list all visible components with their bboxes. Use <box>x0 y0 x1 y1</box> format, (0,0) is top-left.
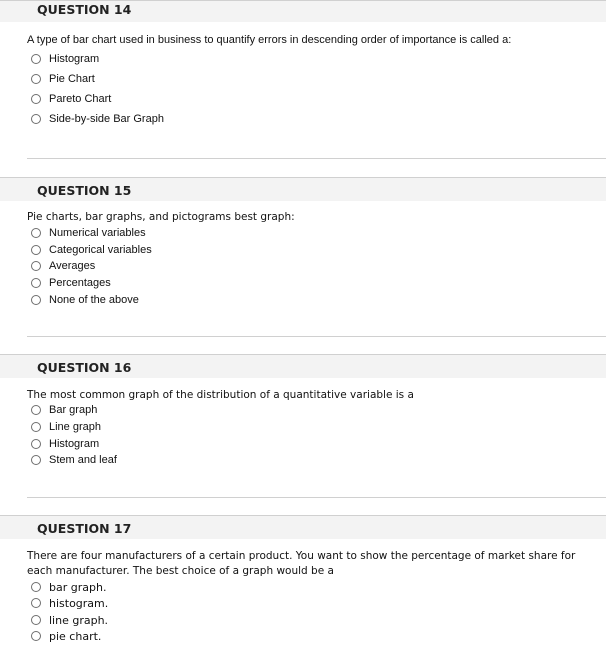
option-label: Percentages <box>49 277 111 289</box>
option-label: Stem and leaf <box>49 454 117 466</box>
radio-button[interactable] <box>31 455 41 465</box>
option-label: bar graph. <box>49 580 107 594</box>
option-label: line graph. <box>49 613 109 627</box>
question-15-option-none[interactable] <box>31 292 139 308</box>
option-label: Pie Chart <box>49 73 95 85</box>
option-label: Side-by-side Bar Graph <box>49 113 164 125</box>
question-14-text: A type of bar chart used in business to quantify errors in descending order of importance is called a: <box>27 34 512 46</box>
question-16-option-line-graph[interactable] <box>31 419 101 435</box>
question-17-title: QUESTION 17 <box>37 521 132 536</box>
radio-button[interactable] <box>31 245 41 255</box>
radio-button[interactable] <box>31 598 41 608</box>
question-16-option-bar-graph[interactable] <box>31 402 97 418</box>
question-14-option-histogram[interactable] <box>31 51 99 67</box>
radio-button[interactable] <box>31 228 41 238</box>
question-15-option-numerical[interactable] <box>31 225 146 241</box>
option-label: Numerical variables <box>49 227 146 239</box>
question-17-option-histogram[interactable] <box>31 595 108 611</box>
radio-button[interactable] <box>31 94 41 104</box>
question-15-option-averages[interactable] <box>31 258 95 274</box>
radio-button[interactable] <box>31 582 41 592</box>
question-15-text: Pie charts, bar graphs, and pictograms best graph: <box>27 211 295 223</box>
question-14-option-pareto-chart[interactable] <box>31 91 111 107</box>
radio-button[interactable] <box>31 74 41 84</box>
option-label: Pareto Chart <box>49 93 112 105</box>
radio-button[interactable] <box>31 114 41 124</box>
question-14-title: QUESTION 14 <box>37 2 132 17</box>
radio-button[interactable] <box>31 278 41 288</box>
question-15-option-percentages[interactable] <box>31 275 111 291</box>
radio-button[interactable] <box>31 439 41 449</box>
radio-button[interactable] <box>31 615 41 625</box>
radio-button[interactable] <box>31 422 41 432</box>
question-16-title: QUESTION 16 <box>37 360 132 375</box>
option-label: Line graph <box>49 421 101 433</box>
radio-button[interactable] <box>31 405 41 415</box>
question-17-option-line-graph[interactable] <box>31 612 108 628</box>
question-16-option-histogram[interactable] <box>31 436 99 452</box>
question-16-option-stem-and-leaf[interactable] <box>31 452 117 468</box>
question-15-option-categorical[interactable] <box>31 242 152 258</box>
question-16-text: The most common graph of the distribution of a quantitative variable is a <box>27 389 414 401</box>
question-17-option-bar-graph[interactable] <box>31 579 106 595</box>
question-17-option-pie-chart[interactable] <box>31 628 101 644</box>
question-15-title: QUESTION 15 <box>37 183 132 198</box>
question-divider <box>27 336 606 337</box>
option-label: Bar graph <box>49 404 98 416</box>
radio-button[interactable] <box>31 631 41 641</box>
question-divider <box>27 158 606 159</box>
option-label: Histogram <box>49 53 100 65</box>
question-14-option-pie-chart[interactable] <box>31 71 95 87</box>
radio-button[interactable] <box>31 295 41 305</box>
option-label: histogram. <box>49 596 109 610</box>
radio-button[interactable] <box>31 54 41 64</box>
option-label: None of the above <box>49 294 139 306</box>
question-divider <box>27 497 606 498</box>
option-label: pie chart. <box>49 629 102 643</box>
option-label: Histogram <box>49 438 100 450</box>
radio-button[interactable] <box>31 261 41 271</box>
question-17-text: There are four manufacturers of a certain product. You want to show the percentage of market share for each manufacturer. The best choice of a graph would be a <box>27 550 576 577</box>
option-label: Averages <box>49 260 96 272</box>
option-label: Categorical variables <box>49 244 152 256</box>
question-14-option-side-by-side[interactable] <box>31 111 164 127</box>
